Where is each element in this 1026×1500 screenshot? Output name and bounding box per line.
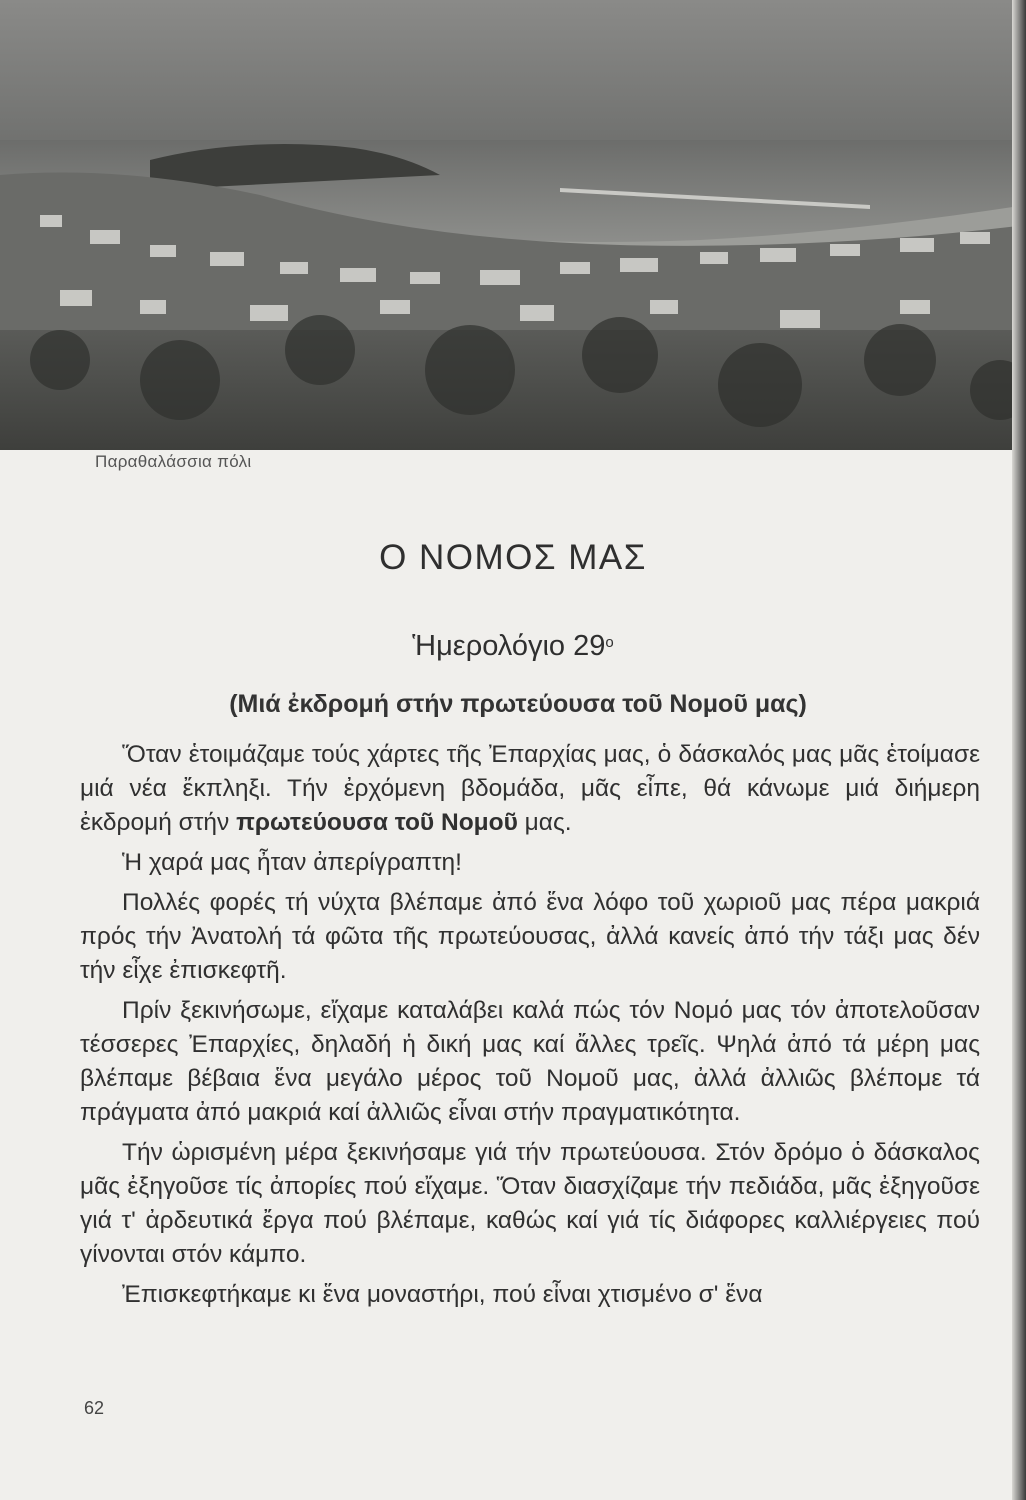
diary-entry-heading [0, 630, 1026, 663]
paragraph: Πολλές φορές τή νύχτα βλέπαμε ἀπό ἕνα λόφο τοῦ χωριοῦ μας πέρα μακριά πρός τήν Ἀνατολή τά φῶτα τῆς πρωτεύουσας, ἀλλά κανείς ἀπό τήν τάξι μας δέν τήν εἶχε ἐπισκεφτῆ. [80, 889, 980, 984]
paragraph: Τήν ὡρισμένη μέρα ξεκινήσαμε γιά τήν πρωτεύουσα. Στόν δρόμο ὁ δάσκαλος μᾶς ἐξηγοῦσε τίς ἀπορίες πού εἴχαμε. Ὅταν διασχίζαμε τήν πεδιάδα, μᾶς ἐξηγοῦσε γιά τ' ἀρδευτικά ἔργα πού βλέπαμε, καθώς καί γιά τίς διάφορες καλλιέργειες πού γίνονται στόν κάμπο. [80, 1139, 980, 1268]
page-title: Ο ΝΟΜΟΣ ΜΑΣ [379, 538, 647, 577]
paragraph: Πρίν ξεκινήσωμε, εἴχαμε καταλάβει καλά πώς τόν Νομό μας τόν ἀποτελοῦσαν τέσσερες Ἐπαρχίες, δηλαδή ἡ δική μας καί ἄλλες τρεῖς. Ψηλά ἀπό τά μέρη μας βλέπαμε βέβαια ἕνα μεγάλο μέρος τοῦ Νομοῦ μας, ἀλλά ἀλλιῶς βλέπομε τά πράγματα ἀπό μακριά καί ἀλλιῶς εἶναι στήν πραγματικότητα. [80, 997, 980, 1126]
diary-entry-text: Ἡμερολόγιο 29 [412, 630, 606, 662]
paragraph [80, 738, 980, 840]
page-edge-shadow [1012, 0, 1026, 1500]
diary-entry-ordinal: ο [605, 634, 614, 651]
body-text [80, 738, 980, 1318]
town-landscape-photo [0, 0, 1026, 450]
photo-caption: Παραθαλάσσια πόλι [95, 452, 252, 471]
paragraph: Ἡ χαρά μας ἦταν ἀπερίγραπτη! [122, 849, 462, 876]
bold-phrase: πρωτεύουσα τοῦ Νομοῦ [236, 809, 518, 836]
paragraph-text: μας. [517, 809, 572, 836]
page-number: 62 [84, 1398, 105, 1418]
paragraph: Ἐπισκεφτήκαμε κι ἕνα μοναστήρι, πού εἶναι χτισμένο σ' ἕνα [122, 1281, 763, 1308]
excursion-subheading: (Μιά ἐκδρομή στήν πρωτεύουσα τοῦ Νομοῦ μας) [229, 690, 807, 718]
paragraph-text: Ὅταν ἑτοιμάζαμε τούς χάρτες τῆς Ἐπαρχίας μας, ὁ δάσκαλός μας μᾶς ἑτοίμασε μιά νέα ἔκπληξι. Τήν ἐρχόμενη βδομάδα, μᾶς εἶπε, θά κάνωμε μιά διήμερη ἐκδρομή στήν [80, 741, 980, 836]
